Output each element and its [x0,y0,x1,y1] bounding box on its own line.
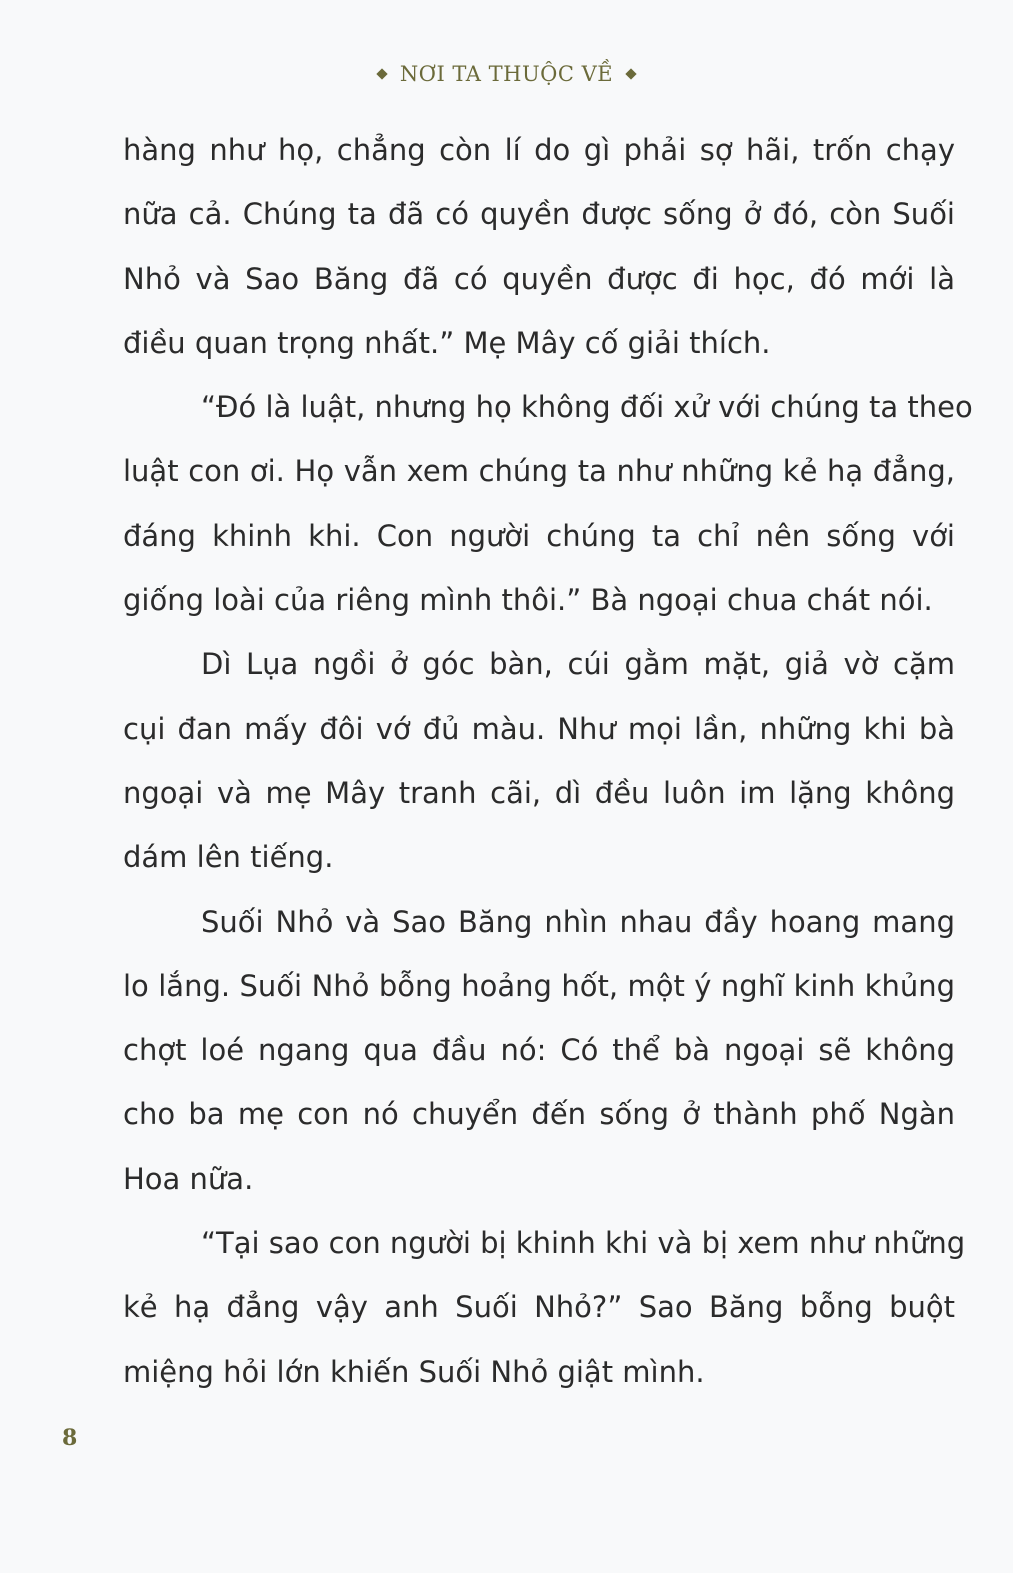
text-line: “Tại sao con người bị khinh khi và bị xem như những [201,1226,966,1261]
diamond-ornament-icon [625,68,636,79]
text-line: Nhỏ và Sao Băng đã có quyền được đi học, đó mới là [123,261,955,296]
text-line: hàng như họ, chẳng còn lí do gì phải sợ hãi, trốn chạy [123,133,955,167]
paragraph [123,890,955,1211]
text-line: Suối Nhỏ và Sao Băng nhìn nhau đầy hoang mang [201,904,955,939]
text-line: đáng khinh khi. Con người chúng ta chỉ nên sống với [123,518,955,553]
text-line: ngoại và mẹ Mây tranh cãi, dì đều luôn im lặng không [123,775,955,810]
text-line: cụi đan mấy đôi vớ đủ màu. Như mọi lần, những khi bà [123,711,955,746]
text-line: lo lắng. Suối Nhỏ bỗng hoảng hốt, một ý nghĩ kinh khủng [123,968,955,1003]
text-line: cho ba mẹ con nó chuyển đến sống ở thành phố Ngàn [123,1097,955,1132]
paragraph [123,1211,966,1404]
text-line: Dì Lụa ngồi ở góc bàn, cúi gằm mặt, giả vờ cặm [201,647,955,682]
text-line: luật con ơi. Họ vẫn xem chúng ta như những kẻ hạ đẳng, [123,454,955,489]
paragraph [123,632,955,889]
text-line: miệng hỏi lớn khiến Suối Nhỏ giật mình. [123,1354,705,1389]
page-body-text [123,118,973,1404]
text-line: “Đó là luật, nhưng họ không đối xử với chúng ta theo [201,390,973,425]
text-line: điều quan trọng nhất.” Mẹ Mây cố giải thích. [123,325,771,360]
paragraph [123,118,955,375]
page-number: 8 [62,1425,78,1451]
book-title: NƠI TA THUỘC VỀ [399,62,614,86]
text-line: chợt loé ngang qua đầu nó: Có thể bà ngoại sẽ không [123,1033,955,1068]
diamond-ornament-icon [376,68,387,79]
text-line: giống loài của riêng mình thôi.” Bà ngoại chua chát nói. [123,583,933,618]
text-line: nữa cả. Chúng ta đã có quyền được sống ở đó, còn Suối [123,197,955,232]
running-header [0,62,1013,86]
paragraph [123,375,973,632]
text-line: dám lên tiếng. [123,840,334,875]
text-line: Hoa nữa. [123,1161,254,1196]
text-line: kẻ hạ đẳng vậy anh Suối Nhỏ?” Sao Băng bỗng buột [123,1290,955,1325]
